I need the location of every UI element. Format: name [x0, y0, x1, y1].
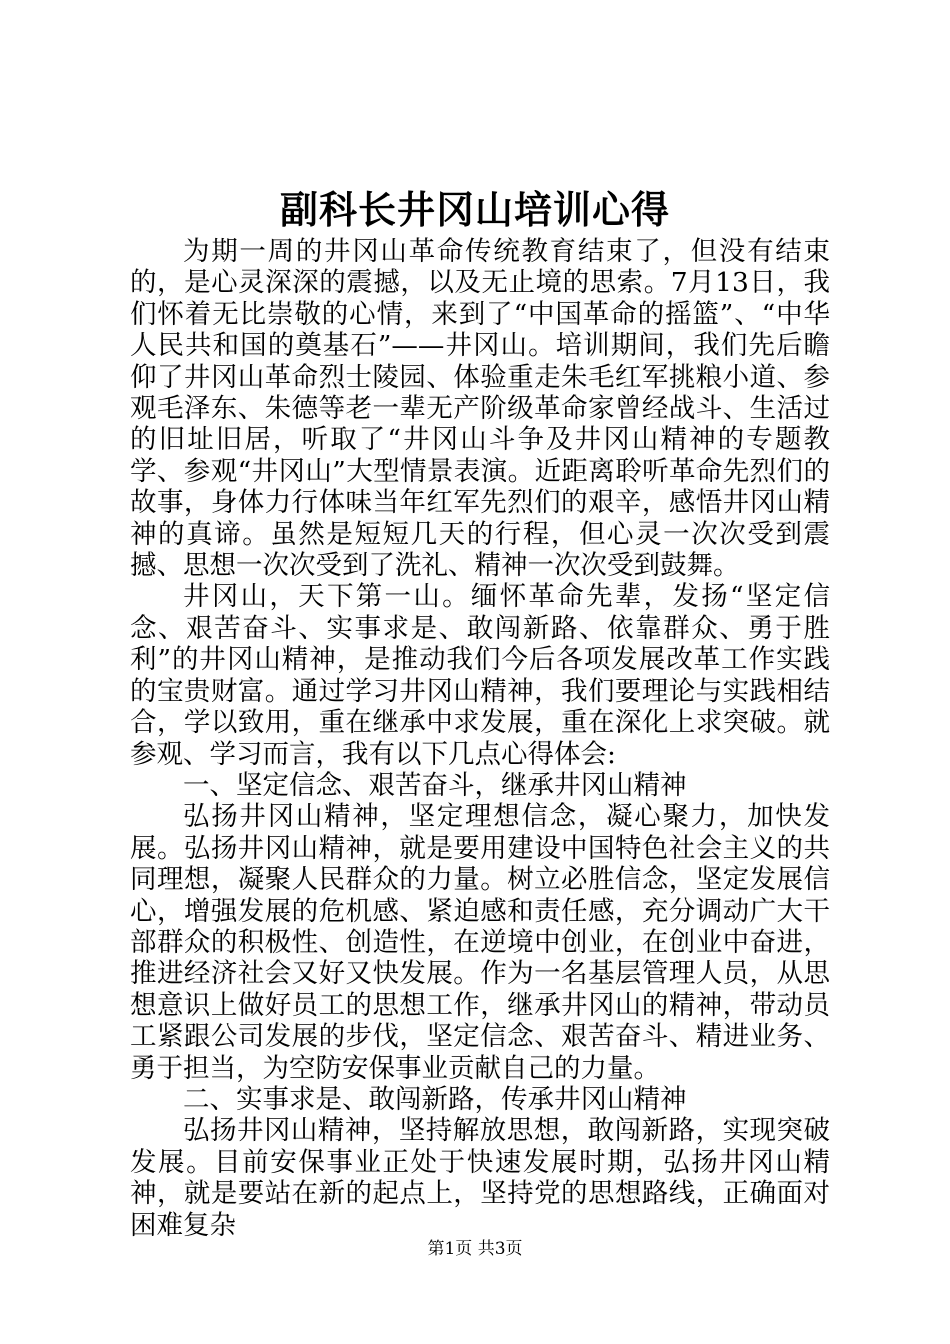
paragraph-jinggangshan: 井冈山，天下第一山。缅怀革命先辈，发扬“坚定信念、艰苦奋斗、实事求是、敢闯新路、依靠群众、勇于胜利”的井冈山精神，是推动我们今后各项发展改革工作实践的宝贵财富。通过学习井冈山精神，我们要理论与实践相结合，学以致用，重在继承中求发展，重在深化上求突破。就参观、学习而言，我有以下几点心得体会: — [130, 581, 830, 770]
paragraph-section-1: 弘扬井冈山精神，坚定理想信念，凝心聚力，加快发展。弘扬井冈山精神，就是要用建设中国特色社会主义的共同理想，凝聚人民群众的力量。树立必胜信念，坚定发展信心，增强发展的危机感、紧迫感和责任感，充分调动广大干部群众的积极性、创造性，在逆境中创业，在创业中奋进，推进经济社会又好又快发展。作为一名基层管理人员，从思想意识上做好员工的思想工作，继承井冈山的精神，带动员工紧跟公司发展的步伐，坚定信念、艰苦奋斗、精进业务、勇于担当，为空防安保事业贡献自己的力量。 — [130, 801, 830, 1084]
paragraph-intro: 为期一周的井冈山革命传统教育结束了，但没有结束的，是心灵深深的震撼，以及无止境的思索。7月13日，我们怀着无比崇敬的心情，来到了“中国革命的摇篮”、“中华人民共和国的奠基石”——井冈山。培训期间，我们先后瞻仰了井冈山革命烈士陵园、体验重走朱毛红军挑粮小道、参观毛泽东、朱德等老一辈无产阶级革命家曾经战斗、生活过的旧址旧居，听取了“井冈山斗争及井冈山精神的专题教学、参观“井冈山”大型情景表演。近距离聆听革命先烈们的故事，身体力行体味当年红军先烈们的艰辛，感悟井冈山精神的真谛。虽然是短短几天的行程，但心灵一次次受到震撼、思想一次次受到了洗礼、精神一次次受到鼓舞。 — [130, 236, 830, 582]
section-heading-2: 二、实事求是、敢闯新路，传承井冈山精神 — [183, 1083, 687, 1115]
section-heading-1: 一、坚定信念、艰苦奋斗，继承井冈山精神 — [183, 769, 687, 801]
document-title: 副科长井冈山培训心得 — [279, 187, 670, 232]
paragraph-section-2: 弘扬井冈山精神，坚持解放思想，敢闯新路，实现突破发展。目前安保事业正处于快速发展时期，弘扬井冈山精神，就是要站在新的起点上，坚持党的思想路线，正确面对困难复杂 — [130, 1115, 830, 1241]
page-number-footer: 第1页 共3页 — [427, 1239, 523, 1259]
document-body — [130, 236, 830, 1241]
